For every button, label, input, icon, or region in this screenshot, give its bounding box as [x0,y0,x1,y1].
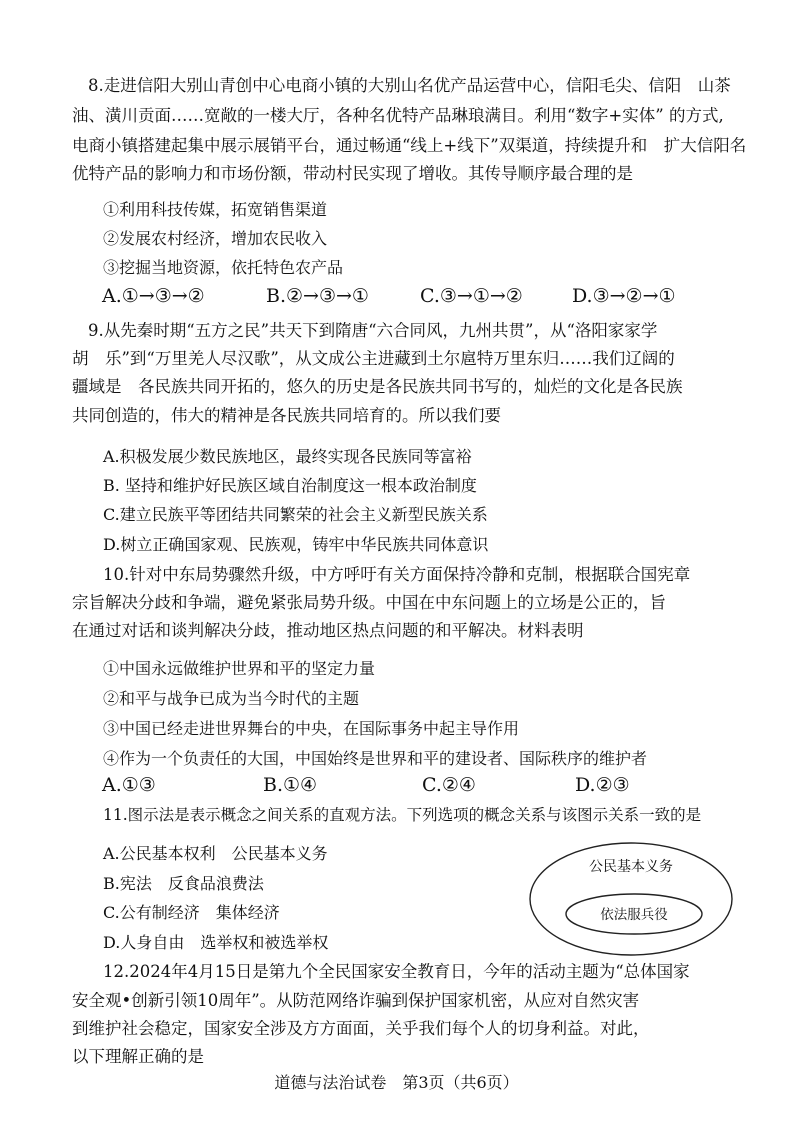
q8-item-2: ②发展农村经济，增加农民收入 [103,229,328,248]
q10-choice-a[interactable]: A.①③ [102,774,156,796]
q9-option-d[interactable]: D.树立正确国家观、民族观，铸牢中华民族共同体意识 [103,535,489,554]
q10-stem-line-3: 在通过对话和谈判解决分歧，推动地区热点问题的和平解决。材料表明 [72,621,584,640]
q10-item-1: ①中国永远做维护世界和平的坚定力量 [103,659,376,678]
q9-stem-line-1: 9.从先秦时期“五方之民”共天下到隋唐“六合同风，九州共贯”，从“洛阳家家学 [88,321,658,340]
concept-diagram-svg [528,841,734,957]
q10-item-3: ③中国已经走进世界舞台的中央，在国际事务中起主导作用 [103,719,520,738]
q10-stem-line-2: 宗旨解决分歧和争端，避免紧张局势升级。中国在中东问题上的立场是公正的，旨 [72,593,666,612]
q12-stem-line-4: 以下理解正确的是 [72,1047,204,1066]
q8-choice-d[interactable]: D.③→②→① [572,285,676,307]
q8-item-3: ③挖掘当地资源，依托特色农产品 [103,258,344,277]
concept-diagram [528,841,734,957]
q8-stem-line-4: 优特产品的影响力和市场份额，带动村民实现了增收。其传导顺序最合理的是 [72,164,633,183]
q11-option-c[interactable]: C.公有制经济 集体经济 [103,903,280,922]
q8-stem-line-2: 油、潢川贡面……宽敞的一楼大厅，各种名优特产品琳琅满目。利用“数字+实体” 的方式, [72,106,724,125]
q9-option-a[interactable]: A.积极发展少数民族地区，最终实现各民族同等富裕 [103,447,472,466]
q8-choice-a[interactable]: A.①→③→② [102,285,205,307]
q11-stem: 11.图示法是表示概念之间关系的直观方法。下列选项的概念关系与该图示关系一致的是 [103,806,702,824]
q10-item-2: ②和平与战争已成为当今时代的主题 [103,689,360,708]
q12-stem-line-2: 安全观•创新引领10周年”。从防范网络诈骗到保护国家机密，从应对自然灾害 [72,991,640,1010]
q8-stem-line-3: 电商小镇搭建起集中展示展销平台，通过畅通“线上+线下”双渠道，持续提升和 扩大信阳名 [72,136,747,155]
q9-option-b[interactable]: B. 坚持和维护好民族区域自治制度这一根本政治制度 [103,476,477,495]
page-footer: 道德与法治试卷 第3页（共6页） [274,1073,519,1092]
q8-item-1: ①利用科技传媒，拓宽销售渠道 [103,200,328,219]
q9-stem-line-4: 共同创造的，伟大的精神是各民族共同培育的。所以我们要 [72,406,501,425]
q11-option-b[interactable]: B.宪法 反食品浪费法 [103,874,264,893]
q9-stem-line-3: 疆域是 各民族共同开拓的，悠久的历史是各民族共同书写的，灿烂的文化是各民族 [72,377,683,396]
q11-option-a[interactable]: A.公民基本权利 公民基本义务 [103,844,328,863]
q10-stem-line-1: 10.针对中东局势骤然升级，中方呼吁有关方面保持冷静和克制，根据联合国宪章 [103,565,691,584]
q8-choice-c[interactable]: C.③→①→② [420,285,523,307]
q12-stem-line-1: 12.2024年4月15日是第九个全民国家安全教育日，今年的活动主题为“总体国家 [103,962,690,981]
q8-stem-line-1: 8.走进信阳大别山青创中心电商小镇的大别山名优产品运营中心，信阳毛尖、信阳 山茶 [88,76,731,95]
q8-choice-b[interactable]: B.②→③→① [266,285,369,307]
q10-choice-b[interactable]: B.①④ [263,774,318,796]
q10-choice-d[interactable]: D.②③ [575,774,630,796]
q12-stem-line-3: 到维护社会稳定，国家安全涉及方方面面，关乎我们每个人的切身利益。对此， [72,1019,650,1038]
q11-option-d[interactable]: D.人身自由 选举权和被选举权 [103,933,329,952]
q10-item-4: ④作为一个负责任的大国，中国始终是世界和平的建设者、国际秩序的维护者 [103,749,648,768]
q9-stem-line-2: 胡 乐”到“万里羌人尽汉歌”，从文成公主进藏到土尔扈特万里东归……我们辽阔的 [72,349,675,368]
q10-choice-c[interactable]: C.②④ [422,774,476,796]
inner-label: 依法服兵役 [600,907,668,923]
outer-label: 公民基本义务 [589,859,673,875]
q9-option-c[interactable]: C.建立民族平等团结共同繁荣的社会主义新型民族关系 [103,505,488,524]
